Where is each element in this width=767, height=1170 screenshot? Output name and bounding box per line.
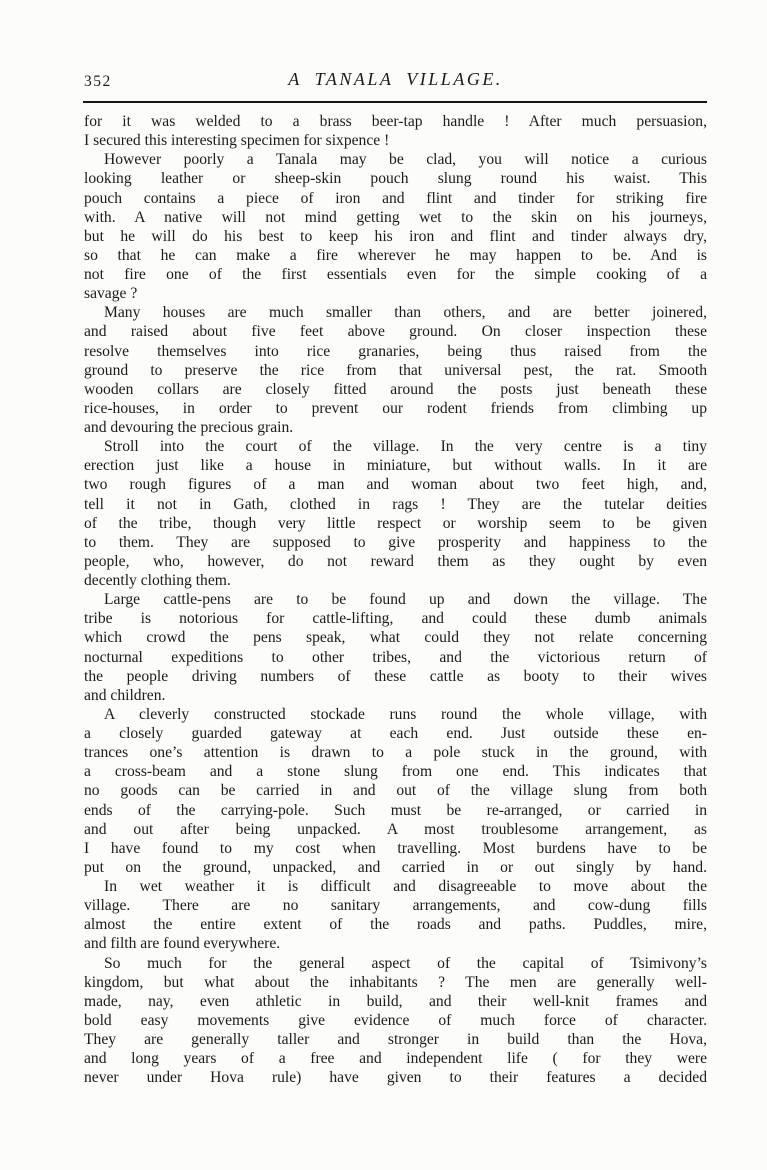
paragraph-4 <box>84 437 707 590</box>
text-line: with. A native will not mind getting wet to the skin on his journeys, <box>84 208 707 226</box>
text-line: and out after being unpacked. A most troublesome arrangement, as <box>84 820 707 838</box>
text-line: kingdom, but what about the inhabitants ? The men are generally well- <box>84 973 707 991</box>
text-line: bold easy movements give evidence of much force of character. <box>84 1011 707 1029</box>
page-header <box>84 69 707 93</box>
text-line: wooden collars are closely fitted around the posts just beneath these <box>84 380 707 398</box>
text-line: looking leather or sheep-skin pouch slung round his waist. This <box>84 170 707 188</box>
text-line: and long years of a free and independent life ( for they were <box>84 1050 707 1068</box>
text-line: the people driving numbers of these cattle as booty to their wives <box>84 667 707 685</box>
text-line: so that he can make a fire wherever he may happen to be. And is <box>84 246 707 264</box>
text-line: pouch contains a piece of iron and flint and tinder for striking fire <box>84 189 707 207</box>
text-line: almost the entire extent of the roads and paths. Puddles, mire, <box>84 916 707 934</box>
text-line: a closely guarded gateway at each end. Just outside these en- <box>84 725 707 742</box>
text-line: to them. They are supposed to give prosperity and happiness to the <box>84 533 707 551</box>
text-line: Large cattle-pens are to be found up and down the village. The <box>104 591 707 609</box>
paragraph-7 <box>84 877 707 954</box>
text-line: erection just like a house in miniature, but without walls. In it are <box>84 457 707 475</box>
text-line: ends of the carrying-pole. Such must be re-arranged, or carried in <box>84 801 707 819</box>
text-line: people, who, however, do not reward them as they ought by even <box>84 552 707 570</box>
paragraph-2 <box>84 150 707 303</box>
header-rule <box>83 101 707 103</box>
text-line: savage ? <box>84 285 138 303</box>
page-number: 352 <box>84 73 112 90</box>
text-line: and children. <box>84 686 166 704</box>
text-line: tell it not in Gath, clothed in rags ! They are the tutelar deities <box>84 495 707 513</box>
paragraph-1 <box>84 112 707 150</box>
running-title: A TANALA VILLAGE. <box>288 69 503 89</box>
text-line: trances one’s attention is drawn to a pole stuck in the ground, with <box>84 744 707 762</box>
text-line: tribe is notorious for cattle-lifting, and could these dumb animals <box>84 610 707 628</box>
text-line: not fire one of the first essentials even for the simple cooking of a <box>84 266 707 283</box>
text-line: I have found to my cost when travelling. Most burdens have to be <box>84 839 707 857</box>
text-line: However poorly a Tanala may be clad, you will notice a curious <box>104 151 707 169</box>
text-line: A cleverly constructed stockade runs round the whole village, with <box>104 705 707 723</box>
text-line: village. There are no sanitary arrangements, and cow-dung fills <box>84 897 707 915</box>
text-line: nocturnal expeditions to other tribes, and the victorious return of <box>84 648 707 666</box>
text-line: no goods can be carried in and out of the village slung from both <box>84 782 707 800</box>
text-line: and filth are found everywhere. <box>84 935 281 953</box>
text-line: which crowd the pens speak, what could they not relate concerning <box>84 629 707 647</box>
paragraph-3 <box>84 303 707 437</box>
text-line: never under Hova rule) have given to their features a decided <box>84 1069 707 1087</box>
text-line: of the tribe, though very little respect or worship seem to be given <box>84 514 707 532</box>
text-line: Many houses are much smaller than others, and are better joinered, <box>104 304 707 322</box>
text-line: made, nay, even athletic in build, and their well-knit frames and <box>84 992 707 1010</box>
text-line: I secured this interesting specimen for sixpence ! <box>84 132 390 150</box>
paragraph-8 <box>84 954 707 1088</box>
text-line: two rough figures of a man and woman about two feet high, and, <box>84 476 707 494</box>
text-line: for it was welded to a brass beer-tap handle ! After much persuasion, <box>84 113 707 130</box>
text-line: They are generally taller and stronger in build than the Hova, <box>84 1031 707 1048</box>
text-line: put on the ground, unpacked, and carried in or out singly by hand. <box>84 858 707 876</box>
text-line: ground to preserve the rice from that universal pest, the rat. Smooth <box>84 361 707 379</box>
paragraph-5 <box>84 590 707 705</box>
text-line: Stroll into the court of the village. In the very centre is a tiny <box>104 438 707 456</box>
text-line: and raised about five feet above ground. On closer inspection these <box>84 323 707 341</box>
text-line: but he will do his best to keep his iron and flint and tinder always dry, <box>84 227 707 245</box>
text-line: In wet weather it is difficult and disagreeable to move about the <box>104 878 707 895</box>
page-body <box>84 112 707 1087</box>
text-line: decently clothing them. <box>84 572 231 589</box>
text-line: and devouring the precious grain. <box>84 419 294 436</box>
paragraph-6 <box>84 705 707 877</box>
text-line: So much for the general aspect of the capital of Tsimivony’s <box>104 954 707 972</box>
text-line: a cross-beam and a stone slung from one end. This indicates that <box>84 763 707 781</box>
text-line: resolve themselves into rice granaries, being thus raised from the <box>84 342 707 360</box>
text-line: rice-houses, in order to prevent our rodent friends from climbing up <box>84 399 707 417</box>
